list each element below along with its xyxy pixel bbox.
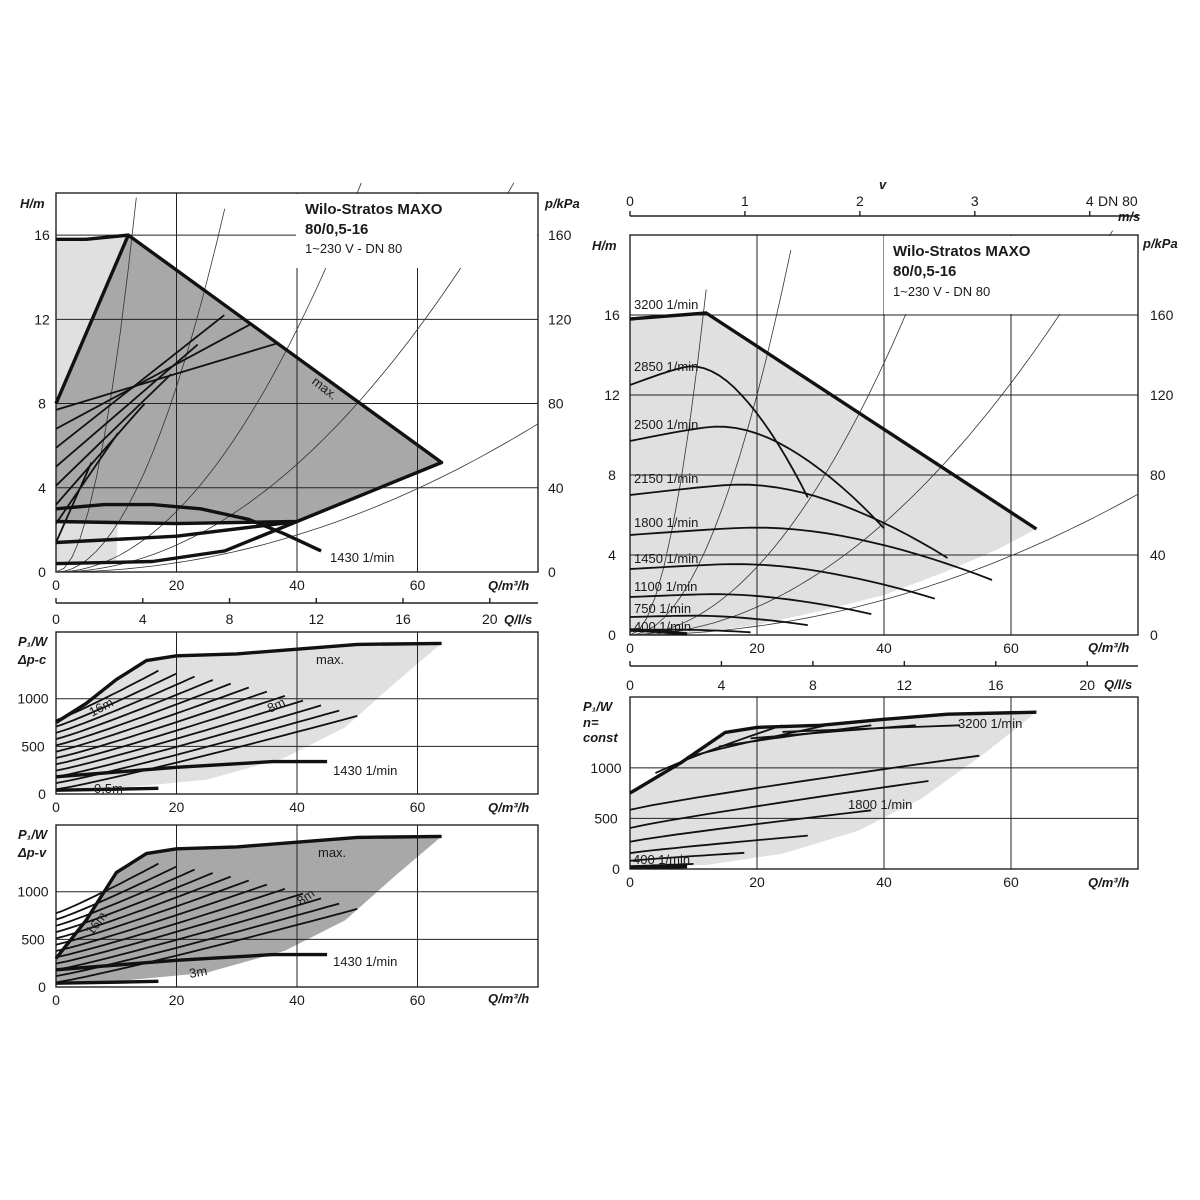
right-power-xtick: 60 — [1003, 874, 1019, 890]
right-head-xtick: 20 — [749, 640, 765, 656]
right-power-ytick: 1000 — [590, 759, 622, 776]
left-ls-tick: 8 — [225, 611, 234, 627]
pv-xtick: 40 — [289, 992, 305, 1008]
right-v-tick: 1 — [741, 193, 749, 209]
dpc-xlabel: Q/m³/h — [488, 800, 530, 815]
left-1430-label: 1430 1/min — [330, 550, 395, 565]
right-head-xtick: 40 — [876, 640, 892, 656]
left-head-xtick: 60 — [409, 577, 426, 593]
right-power-ytick: 0 — [612, 861, 620, 877]
dpv-mode: Δp-v — [18, 845, 47, 860]
right-power-xtick: 20 — [749, 874, 765, 890]
right-ylabel-right: p/kPa — [1143, 236, 1178, 251]
right-head-speed-label: 2500 1/min — [634, 417, 699, 432]
left-head-ytick-right: 80 — [548, 395, 564, 412]
pv-xtick: 60 — [409, 992, 426, 1008]
dpv-1430-label: 1430 1/min — [333, 954, 398, 969]
dpc-05m-label: 0,5m — [94, 781, 123, 796]
right-head-ytick-right: 40 — [1150, 547, 1166, 563]
right-head-speed-label: 1800 1/min — [634, 515, 699, 530]
left-ls-tick: 0 — [52, 611, 60, 627]
left-power-dpc-chart — [17, 632, 538, 815]
right-head-ytick-right: 160 — [1150, 307, 1174, 323]
left-head-ytick: 8 — [38, 395, 46, 412]
right-head-speed-label: 2850 1/min — [634, 359, 699, 374]
right-power-area — [630, 712, 1036, 867]
left-head-xtick: 0 — [52, 577, 60, 593]
right-head-ytick-right: 0 — [1150, 627, 1158, 643]
rp-mode2: const — [583, 730, 618, 745]
pc-ytick: 0 — [38, 786, 46, 802]
right-head-speed-label: 3200 1/min — [634, 297, 699, 312]
right-v-dn: DN 80 — [1098, 193, 1138, 209]
right-ls-tick: 4 — [717, 677, 726, 693]
right-ls-tick: 20 — [1079, 677, 1095, 693]
left-ls-tick: 16 — [395, 611, 411, 627]
right-head-xtick: 0 — [626, 640, 634, 656]
dpv-3m-label: 3m — [187, 963, 209, 981]
left-head-ytick-right: 120 — [548, 311, 572, 328]
pc-ytick: 1000 — [17, 690, 49, 707]
right-head-speed-label: 400 1/min — [634, 619, 692, 634]
left-title: Wilo-Stratos MAXO — [305, 201, 443, 218]
right-xlabel: Q/m³/h — [1088, 640, 1130, 655]
right-head-ytick-right: 120 — [1150, 387, 1174, 403]
pc-xtick: 20 — [168, 799, 185, 815]
dpc-8m-label: 8m — [264, 694, 288, 716]
left-power-dpv-chart — [17, 825, 538, 1008]
pv-ytick: 1000 — [17, 883, 49, 900]
pv-xtick: 0 — [52, 992, 60, 1008]
left-head-ytick: 0 — [38, 564, 46, 580]
dpv-ylabel: P₁/W — [18, 827, 48, 842]
right-title: Wilo-Stratos MAXO — [893, 243, 1031, 260]
pc-xtick: 60 — [409, 799, 426, 815]
left-ylabel: H/m — [20, 196, 45, 211]
left-head-ytick: 16 — [34, 227, 50, 244]
dpc-max-label: max. — [316, 652, 345, 667]
right-head-ytick: 0 — [608, 627, 616, 643]
left-head-xtick: 40 — [289, 577, 305, 593]
right-power-xtick: 40 — [876, 874, 892, 890]
left-xlabel2: Q/l/s — [504, 612, 533, 627]
left-head-ytick: 12 — [34, 311, 50, 328]
left-head-ytick-right: 0 — [548, 564, 556, 580]
right-ls-tick: 12 — [896, 677, 913, 693]
right-v-tick: 4 — [1085, 193, 1094, 209]
pv-min-curve — [56, 981, 158, 983]
left-xlabel: Q/m³/h — [488, 578, 530, 593]
dpc-1430-label: 1430 1/min — [333, 763, 398, 778]
rp-mode: n= — [583, 715, 599, 730]
dpc-16m-label: 16m — [86, 694, 116, 720]
right-head-ytick: 4 — [608, 547, 616, 563]
right-power-xtick: 0 — [626, 874, 634, 890]
right-v-tick: 3 — [970, 193, 979, 209]
rp-1800-label: 1800 1/min — [848, 797, 913, 812]
right-head-ytick-right: 80 — [1150, 467, 1166, 483]
right-head-ytick: 16 — [604, 307, 620, 323]
pv-ytick: 500 — [21, 931, 45, 948]
left-head-chart — [20, 183, 580, 627]
dpv-max-label: max. — [318, 845, 347, 860]
left-title2: 80/0,5-16 — [305, 221, 369, 238]
left-subtitle: 1~230 V - DN 80 — [305, 241, 403, 256]
pv-ytick: 0 — [38, 979, 46, 995]
right-power-ytick: 500 — [594, 810, 618, 827]
right-head-speed-label: 1100 1/min — [634, 579, 698, 594]
left-head-ytick-right: 40 — [548, 479, 564, 496]
left-max-label: max. — [309, 373, 341, 403]
right-head-chart — [592, 177, 1178, 693]
right-v-tick: 2 — [855, 193, 864, 209]
right-ylabel: H/m — [592, 238, 617, 253]
left-ls-tick: 20 — [482, 611, 498, 627]
right-head-speed-label: 750 1/min — [634, 601, 692, 616]
right-ls-tick: 16 — [987, 677, 1004, 693]
pc-xtick: 0 — [52, 799, 60, 815]
left-head-xtick: 20 — [168, 577, 185, 593]
rp-3200-label: 3200 1/min — [958, 716, 1023, 731]
right-v-label: v — [879, 177, 887, 192]
right-v-unit: m/s — [1118, 209, 1141, 224]
dpv-8m-label: 8m — [293, 885, 318, 909]
right-title2: 80/0,5-16 — [893, 263, 957, 280]
dpv-16m-label: 16m — [82, 908, 110, 938]
left-ls-tick: 4 — [138, 611, 147, 627]
dpc-mode: Δp-c — [18, 652, 47, 667]
right-head-speed-label: 2150 1/min — [634, 471, 699, 486]
right-head-xtick: 60 — [1003, 640, 1019, 656]
pv-xtick: 20 — [168, 992, 185, 1008]
right-ls-tick: 0 — [626, 677, 634, 693]
right-head-ytick: 8 — [608, 467, 616, 483]
left-ls-tick: 12 — [308, 611, 325, 627]
right-ls-tick: 8 — [808, 677, 817, 693]
left-ylabel-right: p/kPa — [545, 196, 580, 211]
right-subtitle: 1~230 V - DN 80 — [893, 284, 991, 299]
rp-400-label: 400 1/min — [633, 852, 691, 867]
right-v-tick: 0 — [626, 193, 634, 209]
dpc-ylabel: P₁/W — [18, 634, 48, 649]
rp-ylabel: P₁/W — [583, 699, 613, 714]
right-power-chart — [583, 697, 1138, 890]
left-head-ytick: 4 — [38, 479, 46, 496]
right-head-speed-label: 1450 1/min — [634, 551, 699, 566]
right-head-ytick: 12 — [604, 387, 620, 403]
pc-ytick: 500 — [21, 738, 45, 755]
right-xlabel2: Q/l/s — [1104, 677, 1133, 692]
left-head-ytick-right: 160 — [548, 227, 572, 244]
dpv-xlabel: Q/m³/h — [488, 991, 530, 1006]
rp-xlabel: Q/m³/h — [1088, 875, 1130, 890]
pc-xtick: 40 — [289, 799, 305, 815]
